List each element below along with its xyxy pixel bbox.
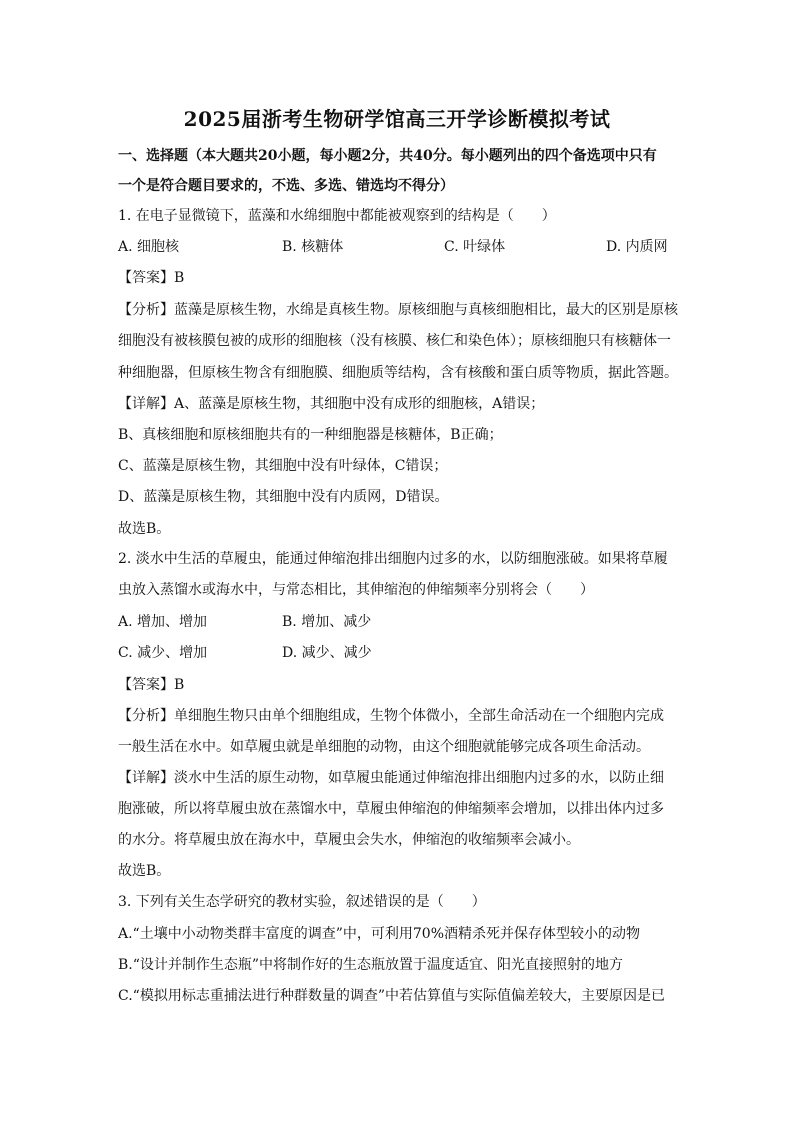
q2-detail-line: 【详解】淡水中生活的原生动物，如草履虫能通过伸缩泡排出细胞内过多的水，以防止细 bbox=[118, 770, 664, 786]
q1-analysis-line: 种细胞器，但原核生物含有细胞膜、细胞质等结构，含有核酸和蛋白质等物质，据此答题。 bbox=[118, 365, 678, 381]
section-heading-line-2: 一个是符合题目要求的，不选、多选、错选均不得分） bbox=[118, 178, 454, 194]
q2-analysis-line: 一般生活在水中。如草履虫就是单细胞的动物，由这个细胞就能够完成各项生命活动。 bbox=[118, 739, 650, 755]
q2-detail-line: 胞涨破，所以将草履虫放在蒸馏水中，草履虫伸缩泡的伸缩频率会增加，以排出体内过多 bbox=[118, 801, 664, 817]
q1-option-a: A. 细胞核 bbox=[118, 239, 180, 255]
q1-option-c: C. 叶绿体 bbox=[444, 239, 506, 255]
q1-stem: 1. 在电子显微镜下，蓝藻和水绵细胞中都能被观察到的结构是（ ） bbox=[118, 208, 556, 224]
q1-answer: 【答案】B bbox=[118, 270, 185, 286]
q2-stem-line: 2. 淡水中生活的草履虫，能通过伸缩泡排出细胞内过多的水，以防细胞涨破。如果将草履 bbox=[118, 551, 668, 567]
q3-option-c: C.“模拟用标志重捕法进行种群数量的调查”中若估算值与实际值偏差较大，主要原因是已 bbox=[118, 988, 665, 1004]
q1-option-d: D. 内质网 bbox=[606, 239, 668, 255]
q2-conclusion: 故选B。 bbox=[118, 863, 171, 879]
q3-option-a: A.“土壤中小动物类群丰富度的调查”中，可利用70%酒精杀死并保存体型较小的动物 bbox=[118, 926, 640, 942]
q1-detail-line: B、真核细胞和原核细胞共有的一种细胞器是核糖体，B正确； bbox=[118, 427, 503, 443]
q2-stem-line: 虫放入蒸馏水或海水中，与常态相比，其伸缩泡的伸缩频率分别将会（ ） bbox=[118, 582, 594, 598]
q2-option-c: C. 减少、增加 bbox=[118, 645, 208, 661]
q1-detail-line: C、蓝藻是原核生物，其细胞中没有叶绿体，C错误； bbox=[118, 458, 448, 474]
q3-stem: 3. 下列有关生态学研究的教材实验，叙述错误的是（ ） bbox=[118, 894, 486, 910]
q1-detail-line: D、蓝藻是原核生物，其细胞中没有内质网，D错误。 bbox=[118, 489, 449, 505]
q2-analysis-line: 【分析】单细胞生物只由单个细胞组成，生物个体微小，全部生命活动在一个细胞内完成 bbox=[118, 708, 664, 724]
q1-detail-line: 【详解】A、蓝藻是原核生物，其细胞中没有成形的细胞核，A错误； bbox=[118, 396, 545, 412]
page-title: 2025届浙考生物研学馆高三开学诊断模拟考试 bbox=[183, 107, 611, 131]
q1-option-b: B. 核糖体 bbox=[282, 239, 344, 255]
q3-option-b: B.“设计并制作生态瓶”中将制作好的生态瓶放置于温度适宜、阳光直接照射的地方 bbox=[118, 957, 624, 973]
q2-detail-line: 的水分。将草履虫放在海水中，草履虫会失水，伸缩泡的收缩频率会减小。 bbox=[118, 832, 580, 848]
q1-conclusion: 故选B。 bbox=[118, 521, 171, 537]
q2-answer: 【答案】B bbox=[118, 677, 185, 693]
q1-analysis-line: 【分析】蓝藻是原核生物，水绵是真核生物。原核细胞与真核细胞相比，最大的区别是原核 bbox=[118, 302, 678, 318]
section-heading-line-1: 一、选择题（本大题共20小题，每小题2分，共40分。每小题列出的四个备选项中只有 bbox=[118, 148, 657, 164]
q1-analysis-line: 细胞没有被核膜包被的成形的细胞核（没有核膜、核仁和染色体）；原核细胞只有核糖体一 bbox=[118, 333, 671, 349]
q2-option-b: B. 增加、减少 bbox=[282, 614, 372, 630]
q2-option-d: D. 减少、减少 bbox=[282, 645, 372, 661]
q2-option-a: A. 增加、增加 bbox=[118, 614, 208, 630]
